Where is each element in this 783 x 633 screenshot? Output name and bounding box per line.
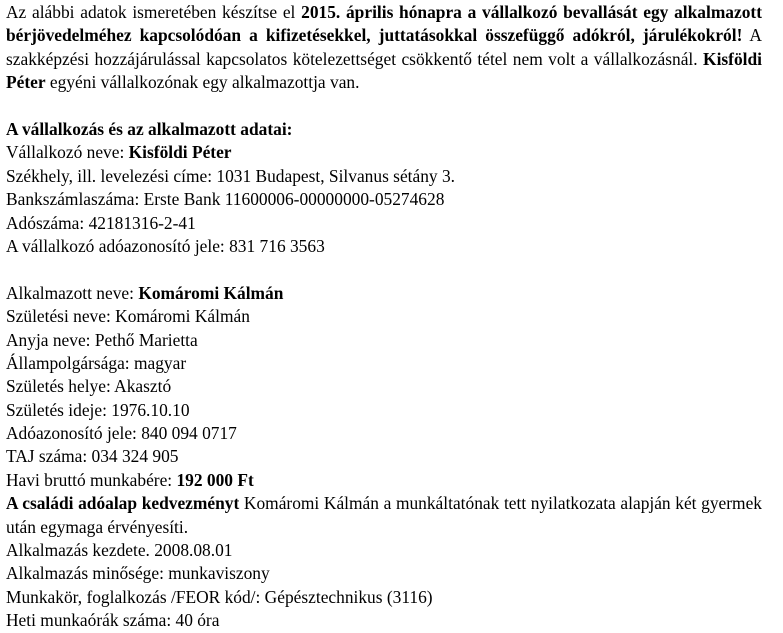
- family-allowance-paragraph: [6, 492, 762, 539]
- family-allowance-text: Komáromi Kálmán a munkáltatónak tett nyilatkozata alapján két gyermek után egymaga érvényesíti.: [6, 493, 763, 537]
- citizenship-line: Állampolgársága: magyar: [6, 352, 187, 373]
- address-line: Székhely, ill. levelezési címe: 1031 Budapest, Silvanus sétány 3.: [6, 165, 455, 186]
- birth-name-line: Születési neve: Komáromi Kálmán: [6, 306, 250, 327]
- employee-name-line: Alkalmazott neve: Komáromi Kálmán: [6, 282, 284, 303]
- spacer: [6, 258, 762, 281]
- employee-tax-id-line: Adóazonosító jele: 840 094 0717: [6, 423, 237, 444]
- employment-type-line: Alkalmazás minősége: munkaviszony: [6, 563, 270, 584]
- owner-name-line: Vállalkozó neve: Kisföldi Péter: [6, 142, 232, 163]
- owner-tax-id-line: A vállalkozó adóazonosító jele: 831 716 3563: [6, 235, 325, 256]
- job-line: Munkakör, foglalkozás /FEOR kód/: Gépésztechnikus (3116): [6, 586, 433, 607]
- intro-text-2: A szakképzési hozzájárulással kapcsolatos kötelezettséget csökkentő tétel nem volt a vállalkozásnál.: [6, 25, 762, 69]
- intro-owner-bold: Kisföldi Péter: [6, 48, 762, 93]
- salary-line: Havi bruttó munkabére: 192 000 Ft: [6, 469, 254, 490]
- birth-date-line: Születés ideje: 1976.10.10: [6, 399, 190, 420]
- birth-place-line: Születés helye: Akasztó: [6, 376, 172, 397]
- spacer: [6, 95, 762, 118]
- bank-line: Bankszámlaszáma: Erste Bank 11600006-00000000-05274628: [6, 189, 445, 210]
- employee-name: Komáromi Kálmán: [138, 282, 284, 303]
- salary-value: 192 000 Ft: [176, 469, 254, 490]
- family-allowance-bold: A családi adóalap kedvezményt: [6, 493, 240, 514]
- intro-paragraph: [6, 0, 762, 95]
- owner-name: Kisföldi Péter: [128, 142, 232, 163]
- employment-start-line: Alkalmazás kezdete. 2008.08.01: [6, 540, 233, 561]
- section-heading: A vállalkozás és az alkalmazott adatai:: [6, 119, 293, 140]
- document: [6, 0, 762, 633]
- weekly-hours-line: Heti munkaórák száma: 40 óra: [6, 610, 220, 631]
- intro-task-bold: 2015. április hónapra a vállalkozó bevallását egy alkalmazott bérjövedelméhez kapcsolódóan a kifizetésekkel, juttatásokkal összefüggő adókról, járulékokról!: [6, 2, 762, 46]
- intro-text-3: egyéni vállalkozónak egy alkalmazottja van.: [45, 72, 360, 93]
- mother-name-line: Anyja neve: Pethő Marietta: [6, 329, 198, 350]
- taj-line: TAJ száma: 034 324 905: [6, 446, 179, 467]
- intro-text-1: Az alábbi adatok ismeretében készítse el: [6, 2, 302, 22]
- tax-number-line: Adószáma: 42181316-2-41: [6, 212, 196, 233]
